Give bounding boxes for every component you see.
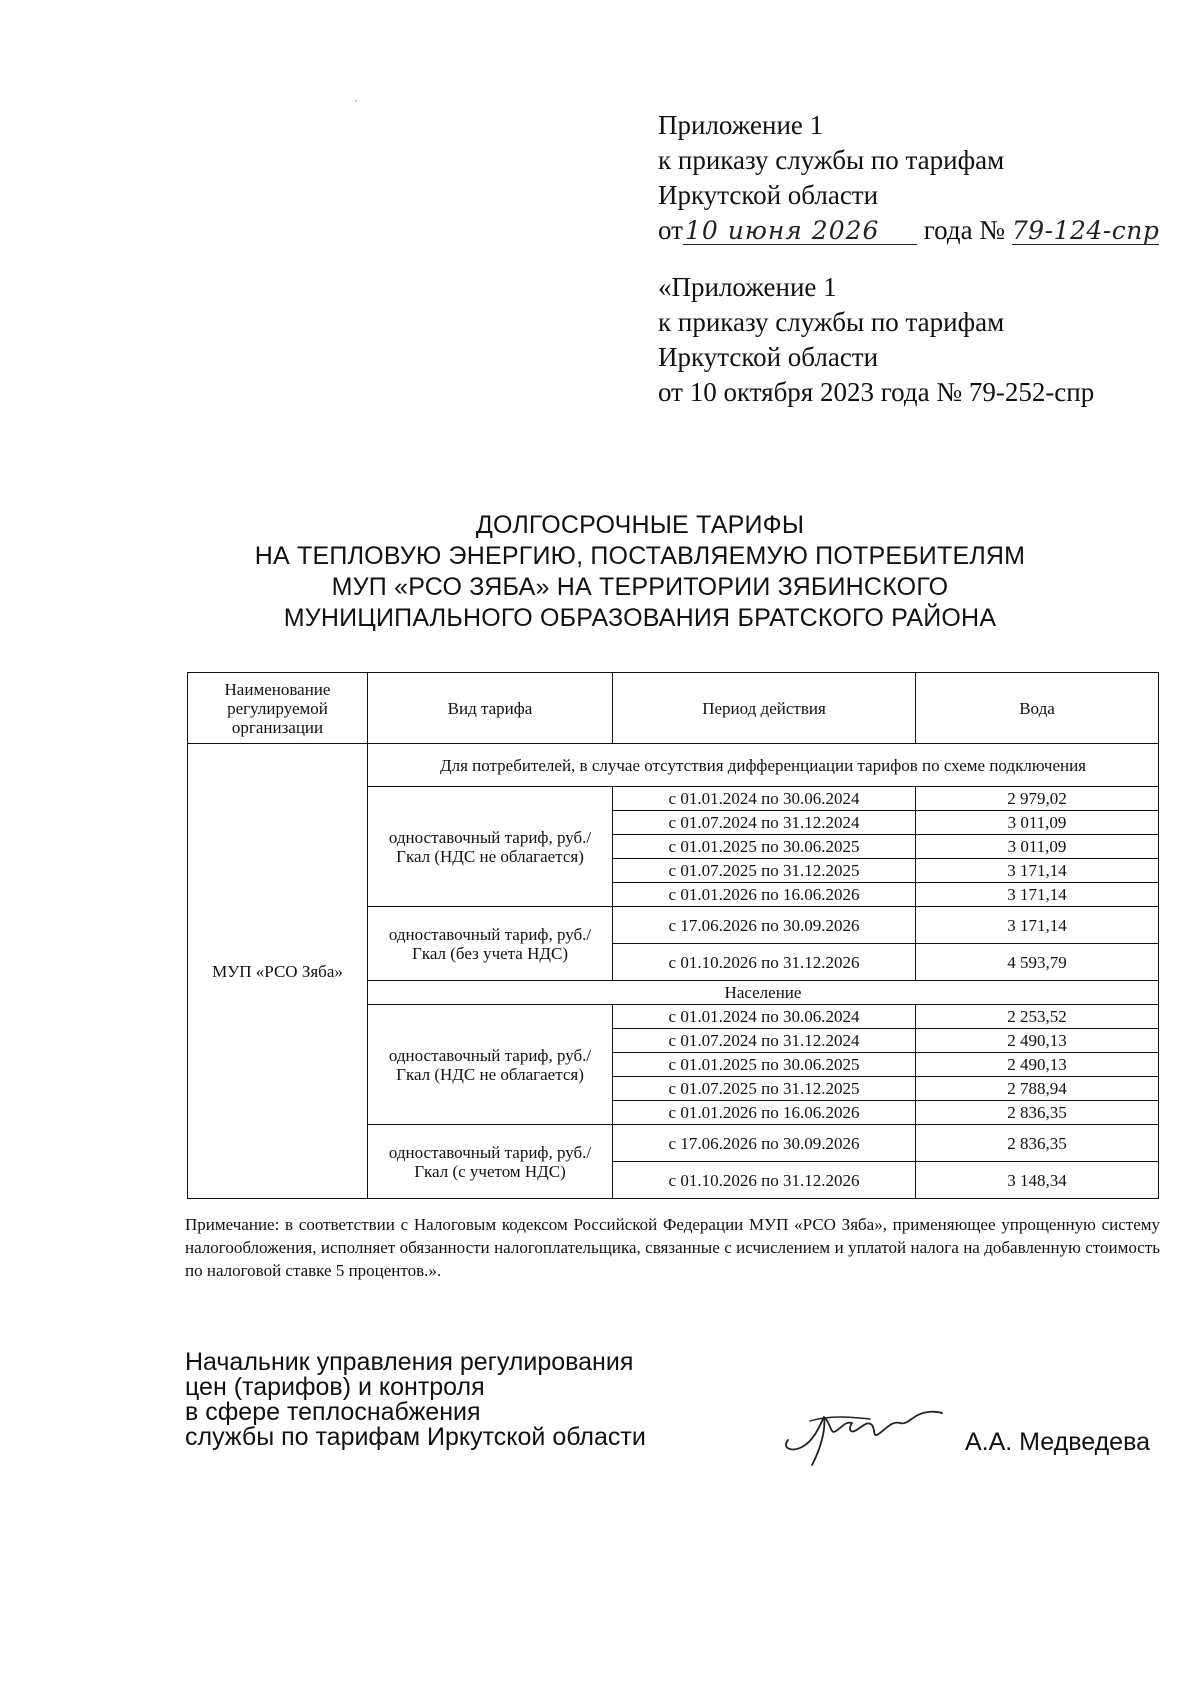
appendix-line: к приказу службы по тарифам bbox=[658, 145, 1005, 175]
period-cell: с 01.01.2024 по 30.06.2024 bbox=[613, 787, 916, 811]
section-title: Население bbox=[368, 981, 1159, 1005]
value-cell: 3 148,34 bbox=[916, 1162, 1159, 1199]
header-org: Наименование регулируемой организации bbox=[188, 673, 368, 744]
period-cell: с 01.10.2026 по 31.12.2026 bbox=[613, 1162, 916, 1199]
value-cell: 2 253,52 bbox=[916, 1005, 1159, 1029]
value-cell: 3 171,14 bbox=[916, 883, 1159, 907]
value-cell: 2 490,13 bbox=[916, 1029, 1159, 1053]
value-cell: 2 490,13 bbox=[916, 1053, 1159, 1077]
signer-line: цен (тарифов) и контроля bbox=[185, 1373, 485, 1401]
signer-line: Начальник управления регулирования bbox=[185, 1348, 634, 1376]
title-line: НА ТЕПЛОВУЮ ЭНЕРГИЮ, ПОСТАВЛЯЕМУЮ ПОТРЕБИТЕЛЯМ bbox=[254, 542, 1026, 570]
appendix-line: Приложение 1 bbox=[658, 110, 824, 140]
section-title: Для потребителей, в случае отсутствия дифференциации тарифов по схеме подключения bbox=[368, 744, 1159, 787]
handwritten-number: 79-124-спр bbox=[1011, 216, 1160, 245]
appendix-line: Иркутской области bbox=[658, 342, 879, 372]
period-cell: с 01.07.2025 по 31.12.2025 bbox=[613, 859, 916, 883]
document-title bbox=[0, 510, 1200, 634]
number-prefix: года № bbox=[923, 215, 1006, 245]
tariff-type-cell: одноставочный тариф, руб./Гкал (НДС не облагается) bbox=[368, 787, 613, 907]
period-cell: с 01.01.2025 по 30.06.2025 bbox=[613, 1053, 916, 1077]
title-line: МУНИЦИПАЛЬНОГО ОБРАЗОВАНИЯ БРАТСКОГО РАЙОНА bbox=[283, 604, 997, 632]
appendix-reference-new bbox=[658, 108, 1178, 248]
period-cell: с 01.01.2025 по 30.06.2025 bbox=[613, 835, 916, 859]
appendix-date-line bbox=[658, 213, 1178, 248]
value-cell: 2 836,35 bbox=[916, 1101, 1159, 1125]
signature-icon bbox=[780, 1395, 950, 1475]
appendix-line: к приказу службы по тарифам bbox=[658, 307, 1005, 337]
period-cell: с 17.06.2026 по 30.09.2026 bbox=[613, 907, 916, 944]
org-cell: МУП «РСО Зяба» bbox=[188, 744, 368, 1199]
title-line: МУП «РСО ЗЯБА» НА ТЕРРИТОРИИ ЗЯБИНСКОГО bbox=[331, 573, 949, 601]
table-header-row bbox=[188, 673, 1159, 744]
appendix-reference-old bbox=[658, 270, 1178, 410]
period-cell: с 01.07.2025 по 31.12.2025 bbox=[613, 1077, 916, 1101]
value-cell: 3 011,09 bbox=[916, 811, 1159, 835]
handwritten-date: 10 июня 2026 bbox=[683, 218, 917, 245]
value-cell: 2 836,35 bbox=[916, 1125, 1159, 1162]
value-cell: 3 171,14 bbox=[916, 859, 1159, 883]
section-row bbox=[188, 744, 1159, 787]
appendix-line: от 10 октября 2023 года № 79-252-спр bbox=[658, 377, 1095, 407]
tariff-type-cell: одноставочный тариф, руб./Гкал (без учета НДС) bbox=[368, 907, 613, 981]
header-period: Период действия bbox=[613, 673, 916, 744]
period-cell: с 01.01.2024 по 30.06.2024 bbox=[613, 1005, 916, 1029]
signer-line: службы по тарифам Иркутской области bbox=[185, 1423, 646, 1451]
tariff-type-cell: одноставочный тариф, руб./Гкал (с учетом НДС) bbox=[368, 1125, 613, 1199]
value-cell: 4 593,79 bbox=[916, 944, 1159, 981]
period-cell: с 01.01.2026 по 16.06.2026 bbox=[613, 1101, 916, 1125]
scan-speck bbox=[355, 100, 357, 102]
value-cell: 3 011,09 bbox=[916, 835, 1159, 859]
date-prefix: от bbox=[658, 215, 683, 245]
appendix-line: Иркутской области bbox=[658, 180, 879, 210]
period-cell: с 17.06.2026 по 30.09.2026 bbox=[613, 1125, 916, 1162]
signer-line: в сфере теплоснабжения bbox=[185, 1398, 481, 1426]
period-cell: с 01.10.2026 по 31.12.2026 bbox=[613, 944, 916, 981]
table-note: Примечание: в соответствии с Налоговым кодексом Российской Федерации МУП «РСО Зяба», применяющее упрощенную систему налогообложения, исполняет обязанности налогоплательщика, связанные с исчислением и уплатой налога на добавленную стоимость по налоговой ставке 5 процентов.». bbox=[185, 1215, 1160, 1280]
appendix-line: «Приложение 1 bbox=[658, 272, 837, 302]
header-water: Вода bbox=[916, 673, 1159, 744]
period-cell: с 01.07.2024 по 31.12.2024 bbox=[613, 811, 916, 835]
tariff-table bbox=[187, 672, 1159, 1199]
header-tariff-type: Вид тарифа bbox=[368, 673, 613, 744]
value-cell: 2 979,02 bbox=[916, 787, 1159, 811]
tariff-type-cell: одноставочный тариф, руб./Гкал (НДС не облагается) bbox=[368, 1005, 613, 1125]
value-cell: 2 788,94 bbox=[916, 1077, 1159, 1101]
period-cell: с 01.07.2024 по 31.12.2024 bbox=[613, 1029, 916, 1053]
title-line: ДОЛГОСРОЧНЫЕ ТАРИФЫ bbox=[475, 511, 805, 539]
value-cell: 3 171,14 bbox=[916, 907, 1159, 944]
period-cell: с 01.01.2026 по 16.06.2026 bbox=[613, 883, 916, 907]
signer-position bbox=[185, 1350, 705, 1450]
signer-name: А.А. Медведева bbox=[965, 1428, 1150, 1456]
